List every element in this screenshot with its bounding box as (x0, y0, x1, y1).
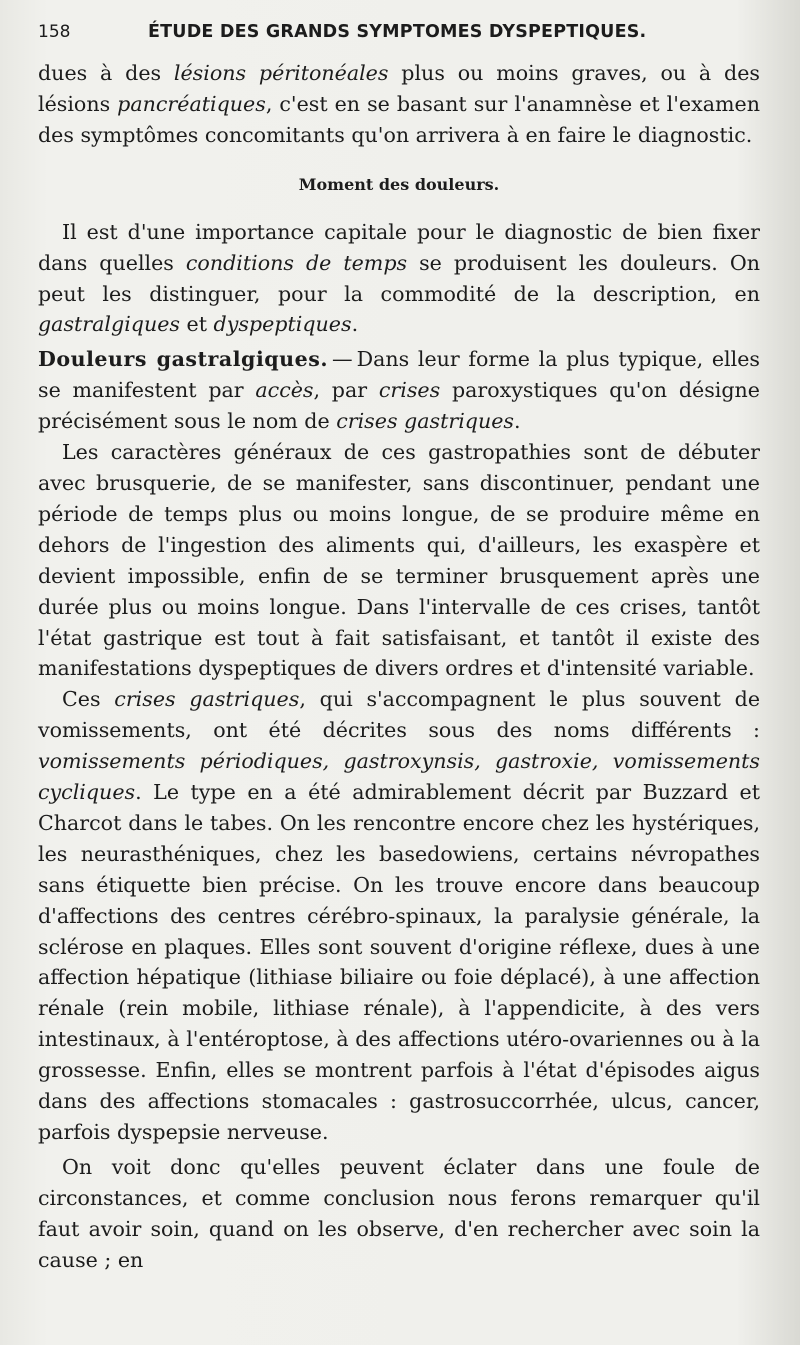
text-run: , qui s'accompagnent le plus souvent de vomissements, ont été décrites sous des noms différents : (38, 687, 761, 743)
italic-run: lésions péritonéales (173, 61, 389, 85)
running-title: ÉTUDE DES GRANDS SYMPTOMES DYSPEPTIQUES. (148, 22, 647, 42)
text-run: paroxystiques qu'on désigne précisément sous le nom de (38, 378, 760, 434)
italic-run: crises gastriques (336, 409, 514, 434)
paragraph-5 (38, 684, 760, 1148)
italic-run: dyspeptiques (213, 312, 352, 337)
italic-run: conditions de temps (185, 250, 408, 275)
text-run: dues à des (38, 61, 174, 85)
page-header (38, 22, 760, 58)
paragraph-3 (38, 344, 760, 437)
paragraph-4: Les caractères généraux de ces gastropathies sont de débuter avec brusquerie, de se manifester, sans discontinuer, pendant une période de temps plus ou moins longue, de se produire même en dehors de l'ingestion des aliments qui, d'ailleurs, les exaspère et devient impossible, enfin de se terminer brusquement après une durée plus ou moins longue. Dans l'intervalle de ces crises, tantôt l'état gastrique est tout à fait satisfaisant, et tantôt il existe des manifestations dyspeptiques de divers ordres et d'intensité variable. (38, 440, 760, 681)
italic-run: pancréatiques (117, 91, 266, 116)
italic-run: vomissements périodiques, gastroxynsis, gastroxie, vomissements cycliques (38, 749, 760, 805)
paragraph-1 (38, 58, 760, 151)
page-number: 158 (38, 22, 71, 42)
paragraph-2 (38, 217, 760, 341)
section-subheading: Moment des douleurs. (298, 174, 500, 194)
italic-run: gastralgiques (38, 312, 180, 337)
italic-run: crises (378, 378, 441, 403)
text-run: plus ou moins graves, ou à des lésions (38, 61, 760, 116)
body-text (38, 58, 760, 1276)
text-run: Il est d'une importance capitale pour le diagnostic de bien fixer dans quelles (38, 219, 760, 275)
section-title: Douleurs gastralgiques. (38, 347, 329, 372)
text-run: , par (313, 378, 379, 403)
text-run: Ces (62, 687, 115, 712)
paragraph-6: On voit donc qu'elles peuvent éclater dans une foule de circonstances, et comme conclusion nous ferons remarquer qu'il faut avoir soin, quand on les observe, d'en rechercher avec soin la cause ; en (38, 1154, 760, 1272)
text-run: . (514, 409, 521, 434)
text-run: et (179, 312, 214, 337)
em-dash: — (332, 347, 353, 372)
italic-run: crises gastriques (114, 687, 300, 712)
text-run: . (351, 312, 359, 337)
italic-run: accès (255, 378, 314, 403)
text-run: Dans leur forme la plus typique, elles se manifestent par (38, 347, 760, 403)
text-run: , c'est en se basant sur l'anamnèse et l'examen des symptômes concomitants qu'on arrivera à en faire le diagnostic. (38, 91, 760, 147)
text-run: se produisent les douleurs. On peut les distinguer, pour la commodité de la description, en (38, 250, 760, 306)
text-run: . Le type en a été admirablement décrit par Buzzard et Charcot dans le tabes. On les rencontre encore chez les hystériques, les neurasthéniques, chez les basedowiens, certains névropathes sans étiquette bien précise. On les trouve encore dans beaucoup d'affections des centres cérébro-spinaux, la paralysie générale, la sclérose en plaques. Elles sont souvent d'origine réflexe, dues à une affection hépatique (lithiase biliaire ou foie déplacé), à une affection rénale (rein mobile, lithiase rénale), à l'appendicite, à des vers intestinaux, à l'entéroptose, à des affections utéro-ovariennes ou à la grossesse. Enfin, elles se montrent parfois à l'état d'épisodes aigus dans des affections stomacales : gastrosuccorrhée, ulcus, cancer, parfois dyspepsie nerveuse. (38, 780, 760, 1144)
